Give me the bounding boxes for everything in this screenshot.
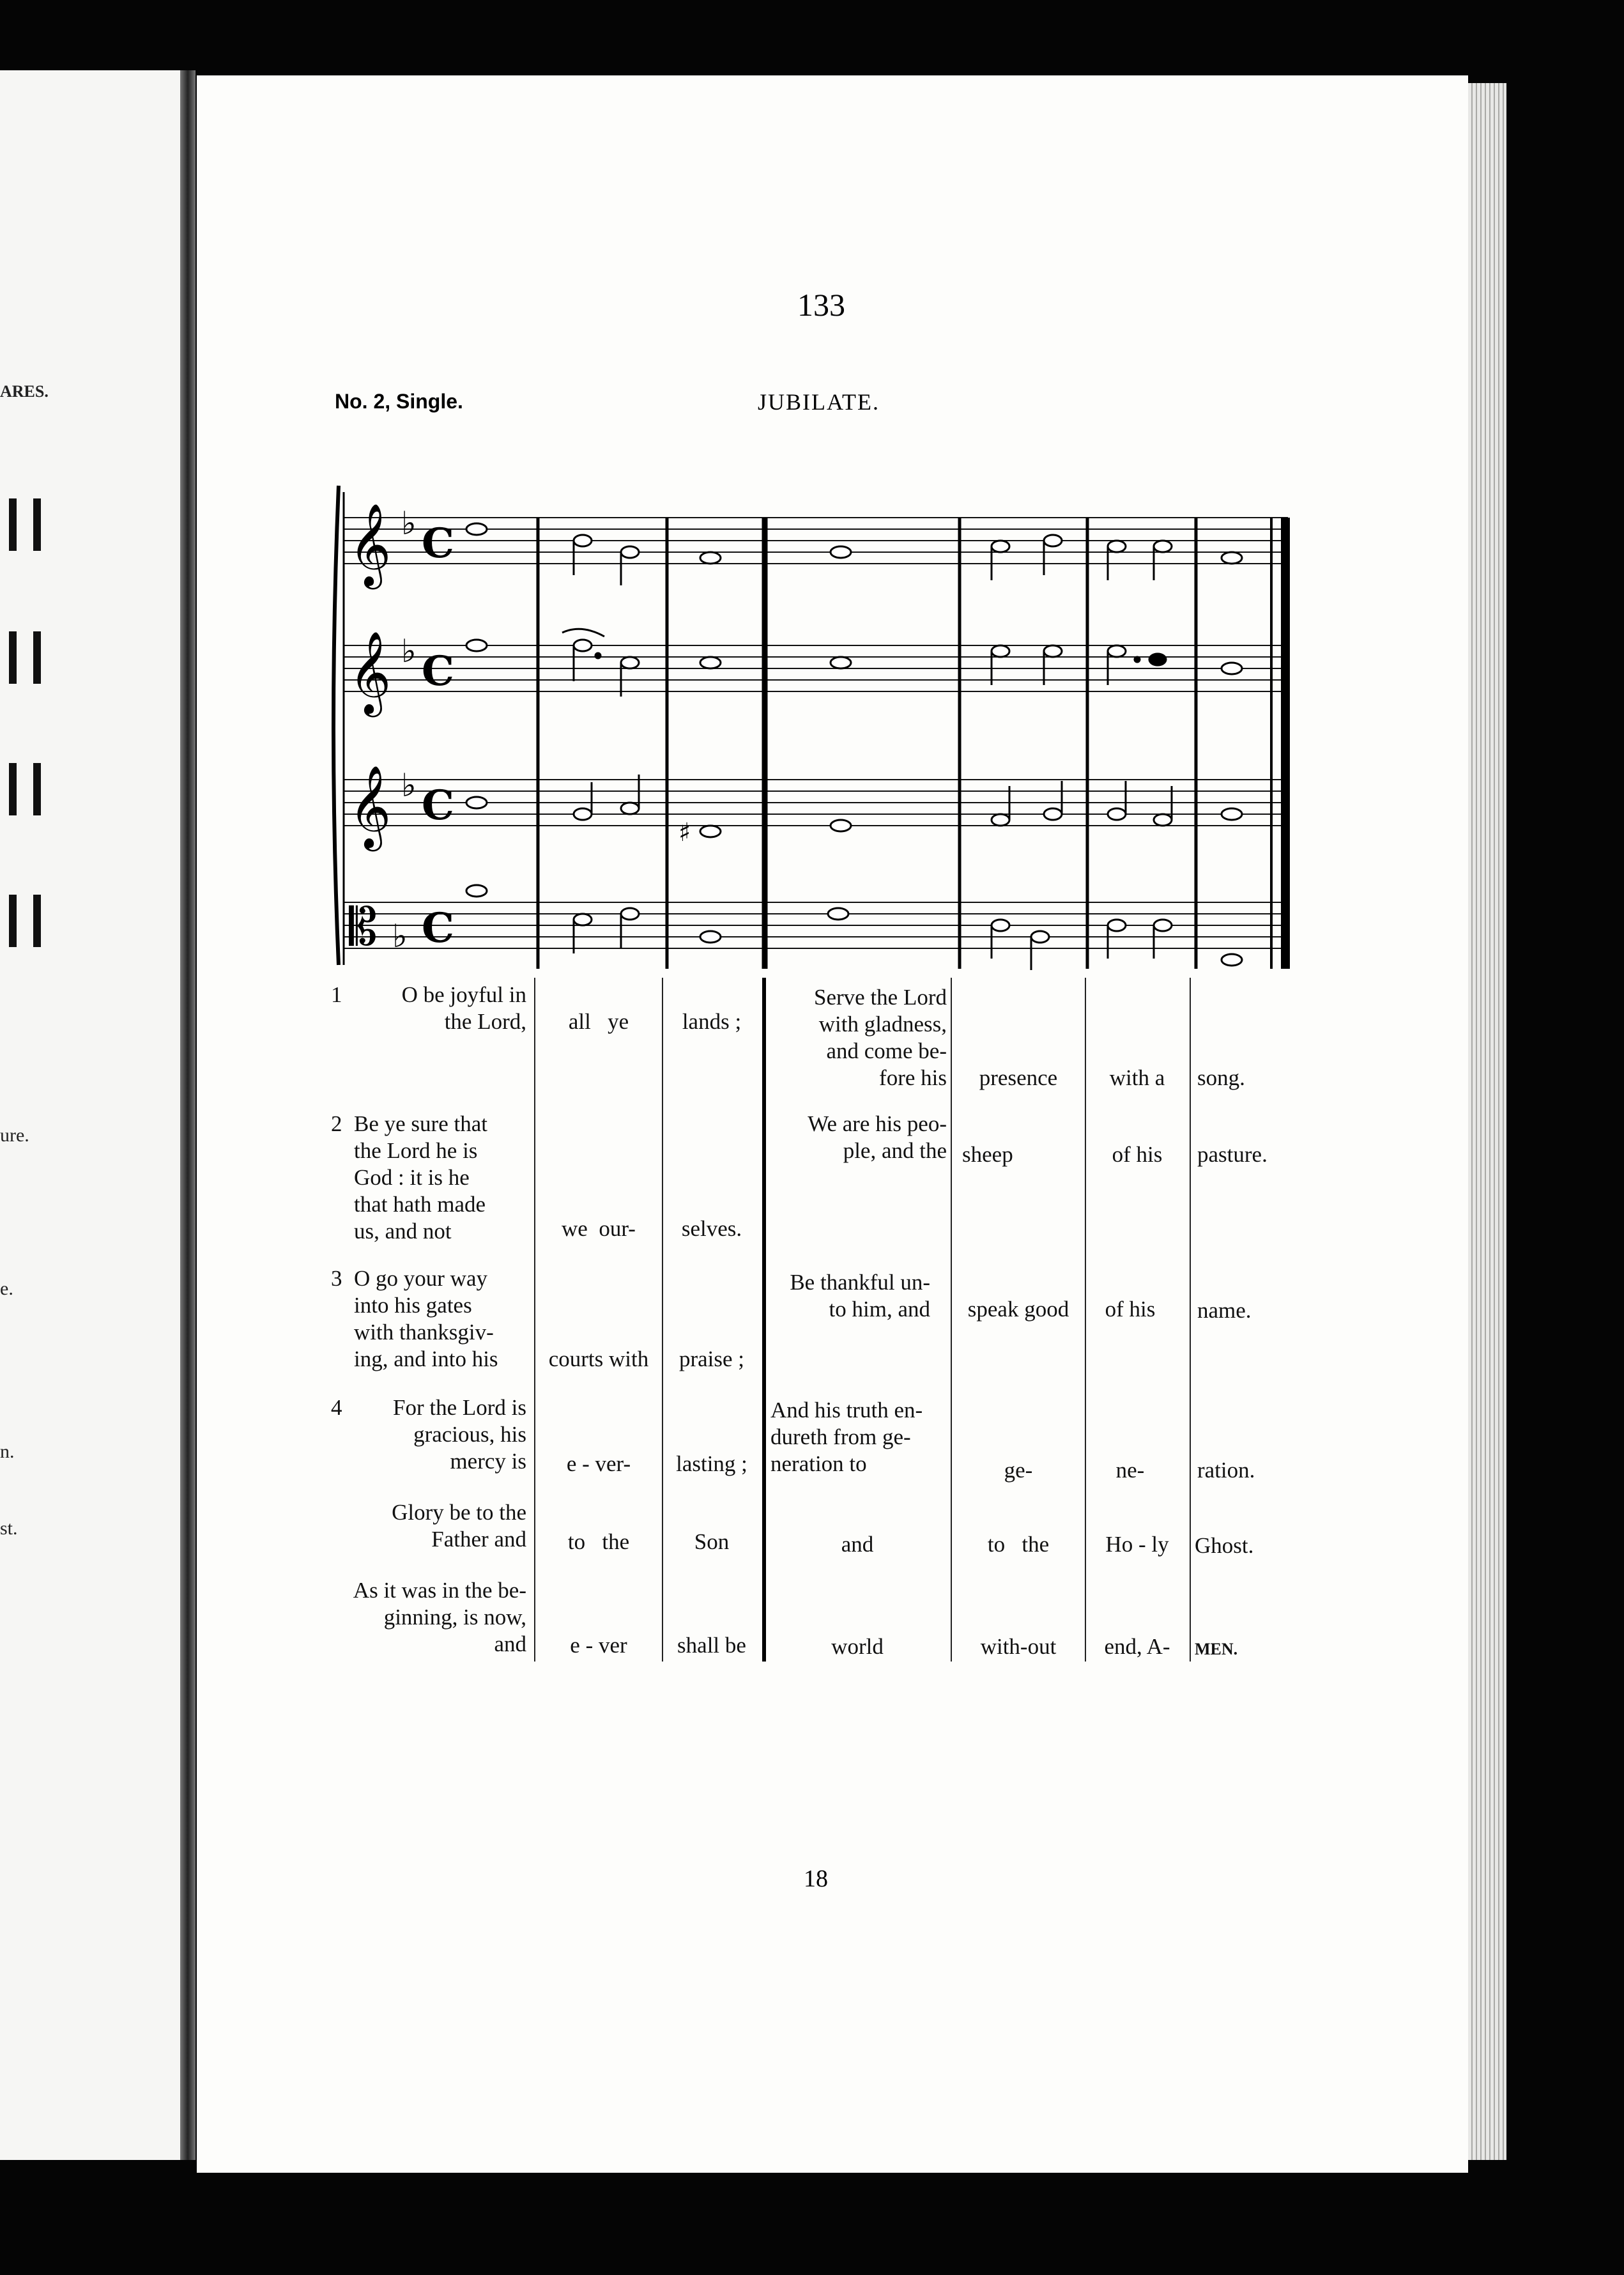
gloria-chant-3: world — [831, 1634, 884, 1659]
verse-chant-4: speak good — [967, 1297, 1069, 1322]
system-brace — [333, 486, 339, 965]
verse-chant-5: of his — [1105, 1297, 1156, 1322]
half-note — [1044, 645, 1062, 657]
whole-note — [1222, 954, 1242, 966]
whole-note — [831, 820, 851, 831]
gloria-intro: Glory be to the Father and — [392, 1500, 526, 1552]
half-note — [1108, 808, 1126, 820]
half-note — [574, 808, 592, 820]
sharp-icon: ♯ — [678, 818, 691, 847]
verse-chant-1: all ye — [568, 1009, 629, 1034]
gloria-chant-5: end, A- — [1104, 1634, 1170, 1659]
double-barline — [9, 763, 41, 815]
half-note — [992, 541, 1009, 552]
facing-page — [0, 70, 188, 2160]
facing-page-fragment: e. — [0, 1278, 13, 1299]
whole-note — [831, 546, 851, 558]
verse-chant-2: lasting ; — [676, 1451, 747, 1476]
whole-note — [466, 523, 487, 535]
half-note — [574, 535, 592, 546]
half-note — [1154, 541, 1172, 552]
whole-note — [831, 657, 851, 668]
music-score — [326, 473, 1303, 984]
verse-chant-6: name. — [1197, 1298, 1252, 1323]
common-time-icon: C — [422, 904, 454, 952]
bar-lines — [538, 518, 1285, 969]
verse-chant-1: we our- — [562, 1216, 636, 1241]
verse-chant-4: ge- — [1004, 1458, 1033, 1483]
verse-chant-6: pasture. — [1197, 1142, 1268, 1167]
whole-note — [1222, 808, 1242, 820]
book-gutter — [180, 70, 195, 2160]
flat-icon: ♭ — [392, 918, 408, 955]
column-divider — [762, 978, 766, 1662]
half-note — [992, 920, 1009, 931]
verse-number: 3 — [331, 1266, 342, 1291]
column-divider — [1190, 978, 1191, 1662]
half-note — [1108, 920, 1126, 931]
whole-note — [700, 552, 721, 564]
whole-note — [1222, 663, 1242, 674]
column-divider — [662, 978, 663, 1662]
facing-page-fragment: ARES. — [0, 382, 49, 401]
treble-clef-icon: 𝄞 — [349, 631, 392, 714]
half-note — [992, 645, 1009, 657]
c-clef-icon: 𝄡 — [349, 897, 378, 957]
gloria-chant-2: Son — [694, 1529, 730, 1554]
verse-intro: Be ye sure that the Lord he is God : it is he that hath made us, and not — [354, 1111, 487, 1244]
gloria-chant-6: MEN. — [1195, 1640, 1238, 1658]
verse-chant-3: We are his peo- ple, and the — [808, 1111, 947, 1163]
verse-intro: O go your way into his gates with thanksgiv- ing, and into his — [354, 1266, 498, 1371]
facing-page-fragment: ure. — [0, 1125, 29, 1146]
half-note — [1154, 920, 1172, 931]
gloria-intro: As it was in the be- ginning, is now, and — [353, 1578, 526, 1656]
double-barline — [9, 895, 41, 947]
verse-chant-6: song. — [1197, 1065, 1245, 1090]
double-barline — [9, 631, 41, 684]
facing-page-fragment: n. — [0, 1441, 15, 1462]
dotted-half-note — [1108, 645, 1126, 657]
staff-2 — [344, 645, 1288, 691]
quarter-note — [1149, 654, 1166, 665]
common-time-icon: C — [422, 782, 454, 829]
whole-note — [700, 826, 721, 837]
common-time-icon: C — [422, 647, 454, 695]
verse-chant-5: of his — [1112, 1142, 1163, 1167]
whole-note — [466, 885, 487, 897]
verse-chant-3: Serve the Lord with gladness, and come be- fore his — [814, 985, 947, 1090]
page-number: 133 — [797, 287, 845, 323]
whole-note — [700, 657, 721, 668]
whole-note — [466, 640, 487, 651]
double-barline — [9, 498, 41, 551]
page-edges — [1468, 83, 1506, 2160]
half-note — [1108, 541, 1126, 552]
facing-page-fragment: st. — [0, 1518, 18, 1539]
common-time-icon: C — [422, 520, 454, 567]
half-note — [992, 814, 1009, 826]
verse-intro: O be joyful in the Lord, — [401, 982, 526, 1034]
whole-note — [700, 931, 721, 943]
half-note — [1044, 808, 1062, 820]
staff-1 — [344, 518, 1288, 564]
half-note — [621, 908, 639, 920]
gloria-chant-3: and — [841, 1532, 874, 1557]
hymn-title: JUBILATE. — [758, 389, 880, 415]
flat-icon: ♭ — [401, 767, 417, 804]
half-note — [1044, 535, 1062, 546]
staff-4 — [344, 902, 1288, 948]
dotted-half-note — [574, 640, 592, 651]
gloria-chant-2: shall be — [677, 1633, 746, 1658]
half-note — [1031, 931, 1049, 943]
half-note — [574, 914, 592, 925]
hymn-label: No. 2, Single. — [335, 390, 463, 413]
verse-number: 2 — [331, 1111, 342, 1136]
tie-icon — [562, 629, 604, 636]
verse-chant-2: praise ; — [678, 1346, 745, 1371]
gloria-chant-1: e - ver — [570, 1633, 627, 1658]
column-divider — [951, 978, 952, 1662]
whole-note — [828, 908, 848, 920]
signature-mark: 18 — [804, 1865, 828, 1892]
column-divider — [1085, 978, 1086, 1662]
flat-icon: ♭ — [401, 633, 417, 670]
verse-chant-4: sheep — [962, 1142, 1013, 1167]
half-note — [1154, 814, 1172, 826]
verse-chant-1: courts with — [548, 1346, 649, 1371]
gloria-chant-4: to the — [987, 1532, 1050, 1557]
half-note — [621, 803, 639, 814]
column-divider — [534, 978, 535, 1662]
whole-note — [1222, 552, 1242, 564]
verse-number: 1 — [331, 982, 342, 1007]
treble-clef-icon: 𝄞 — [349, 765, 392, 848]
verse-number: 4 — [331, 1395, 342, 1420]
flat-icon: ♭ — [401, 505, 417, 542]
verse-chant-6: ration. — [1197, 1458, 1255, 1483]
verse-intro: For the Lord is gracious, his mercy is — [392, 1395, 526, 1474]
verse-chant-3: And his truth en- dureth from ge- neration to — [770, 1398, 923, 1476]
half-note — [621, 546, 639, 558]
verse-chant-5: with a — [1109, 1065, 1165, 1090]
whole-note — [466, 797, 487, 808]
gloria-chant-5: Ho - ly — [1105, 1532, 1169, 1557]
verse-chant-2: selves. — [681, 1216, 742, 1241]
verse-chant-2: lands ; — [682, 1009, 742, 1034]
treble-clef-icon: 𝄞 — [349, 503, 392, 586]
gloria-chant-4: with-out — [980, 1634, 1057, 1659]
verse-chant-1: e - ver- — [566, 1451, 631, 1476]
gloria-chant-1: to the — [567, 1529, 630, 1554]
verse-chant-3: Be thankful un- to him, and — [790, 1270, 930, 1322]
half-note — [621, 657, 639, 668]
staff-lines — [344, 518, 1288, 948]
gloria-chant-6: Ghost. — [1195, 1533, 1254, 1558]
verse-chant-4: presence — [979, 1065, 1058, 1090]
verse-chant-5: ne- — [1115, 1458, 1145, 1483]
